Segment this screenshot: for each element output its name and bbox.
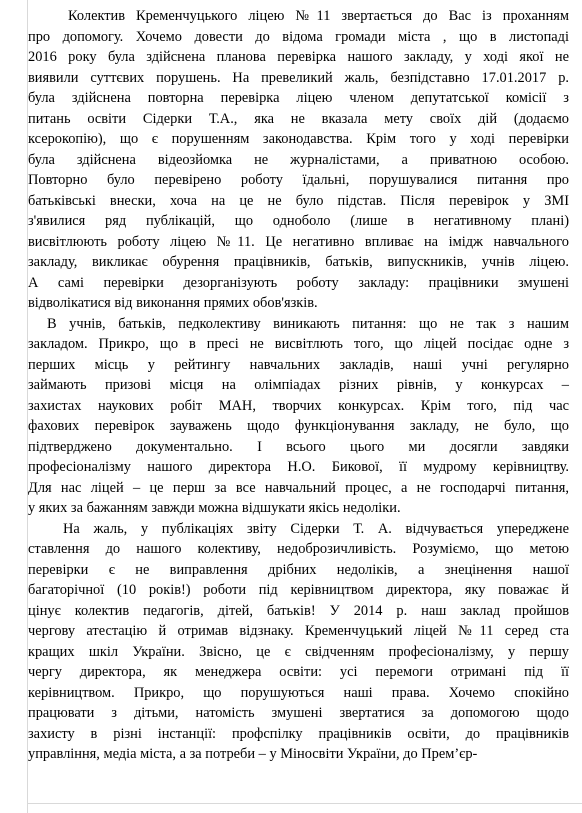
text-line: батьківські внески, хоча на це не було підстав. Після перевірок у ЗМІ bbox=[28, 192, 569, 209]
text-line: 2016 року була здійснена планова перевірка нашого закладу, у ході якої не bbox=[28, 49, 569, 65]
text-line: А самі перевірки дезорганізують роботу закладу: працівники змушені bbox=[28, 274, 569, 291]
text-line: закладу, викликає обурення працівників, батьків, випускників, учнів ліцею. bbox=[28, 254, 569, 270]
text-line: відволікатися від виконання прямих обов'язків. bbox=[28, 295, 318, 311]
page-bottom-guide bbox=[27, 803, 582, 804]
text-line: В учнів, батьків, педколективу виникають питання: що не так з нашим bbox=[47, 315, 569, 332]
paragraph bbox=[28, 6, 569, 314]
text-line: управління, медіа міста, а за потреби – у Міносвіти України, до Прем’єр- bbox=[28, 746, 478, 762]
text-line: перших місць у рейтингу навчальних закладів, наші учні регулярно bbox=[28, 356, 569, 373]
text-line: цінує колектив педагогів, дітей, батьків! У 2014 р. наш заклад пройшов bbox=[28, 602, 569, 619]
text-line: Колектив Кременчуцького ліцею №11 звертається до Вас із проханням bbox=[68, 8, 569, 24]
text-line: Повторно було перевірено роботу їдальні, порушувалися питання про bbox=[28, 172, 569, 188]
text-line: висвітлюють роботу ліцею №11. Це негативно впливає на імідж навчального bbox=[28, 233, 569, 250]
text-line: кращих шкіл України. Звісно, це є свідченням професіоналізму, у першу bbox=[28, 643, 569, 660]
text-line: виявили суттєвих порушень. На превеликий жаль, безпідставно 17.01.2017 р. bbox=[28, 69, 569, 86]
text-line: з'явилися ряд публікацій, що одноболо (лише в негативному плані) bbox=[28, 213, 569, 229]
text-line: підтверджено документально. І всього цього ми досягли завдяки bbox=[28, 438, 569, 455]
text-line: питань освіти Сідерки Т.А., яка не вказала мету своїх дій (додаємо bbox=[28, 110, 569, 127]
text-line: ставлення до нашого колективу, недоброзичливість. Розуміємо, що метою bbox=[28, 541, 569, 557]
paragraph bbox=[28, 519, 569, 765]
text-line: була здійснена відеозйомка не журналістами, а приватною особою. bbox=[28, 151, 569, 168]
text-line: чергу директора, як менеджера освіти: усі перемоги отримані під її bbox=[28, 664, 569, 680]
document-body bbox=[28, 6, 569, 765]
text-line: керівництвом. Прикро, що порушуються наші права. Хочемо спокійно bbox=[28, 684, 569, 701]
text-line: багаторічної (10 років!) роботи під керівництвом директора, яку поважає й bbox=[28, 582, 569, 598]
text-line: ксерокопію), що є порушенням законодавства. Крім того у ході перевірки bbox=[28, 131, 569, 147]
text-line: захистах наукових робіт МАН, творчих конкурсах. Крім того, під час bbox=[28, 397, 569, 414]
text-line: перевірки є не виправлення дрібних недоліків, а знецінення нашої bbox=[28, 561, 569, 578]
text-line: про допомогу. Хочемо довести до відома громади міста , що в листопаді bbox=[28, 28, 569, 45]
text-line: займають призові місця на олімпіадах різних рівнів, у конкурсах – bbox=[28, 377, 569, 393]
text-line: фахових перевірок зауважень щодо функціонування закладу, не було, що bbox=[28, 418, 569, 434]
text-line: у яких за бажанням завжди можна відшукати якісь недоліки. bbox=[28, 500, 401, 516]
text-line: закладом. Прикро, що в пресі не висвітлють того, що ліцей посідає одне з bbox=[28, 336, 569, 352]
text-line: чергову атестацію й отримав відзнаку. Кременчуцький ліцей №11 серед ста bbox=[28, 623, 569, 639]
text-line: була здійснена повторна перевірка ліцею членом депутатської комісії з bbox=[28, 90, 569, 106]
text-line: працювати з дітьми, натомість змушені звертатися за допомогою щодо bbox=[28, 705, 569, 721]
text-line: професіоналізму нашого директора Н.О. Бикової, її мудрому керівництву. bbox=[28, 459, 569, 475]
text-line: Для нас ліцей – це перш за все навчальний процес, а не господарчі питання, bbox=[28, 479, 569, 496]
text-line: На жаль, у публікаціях звіту Сідерки Т. А. відчувається упереджене bbox=[63, 520, 569, 537]
text-line: захисту в різні інстанції: профспілку працівників освіти, до працівників bbox=[28, 725, 569, 742]
paragraph bbox=[28, 314, 569, 519]
